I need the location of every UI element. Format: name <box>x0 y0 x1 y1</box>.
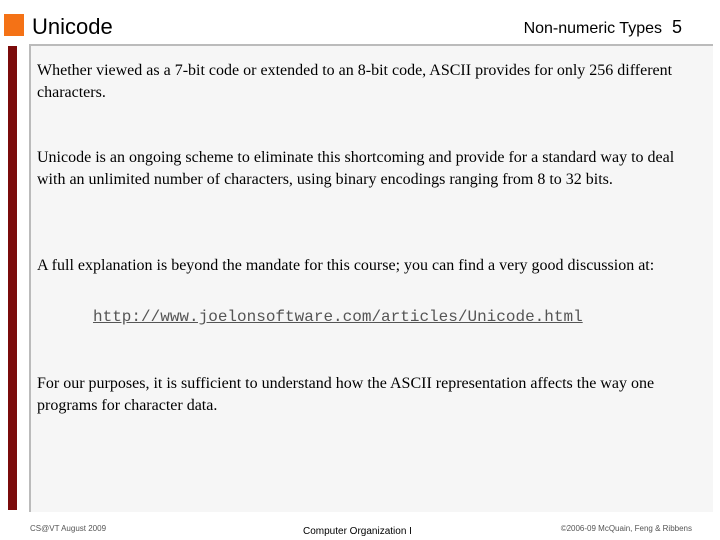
paragraph-2: Unicode is an ongoing scheme to eliminate this shortcoming and provide for a standard way to deal with an unlimited number of characters, using binary encodings ranging from 8 to 32 bits. <box>37 149 675 188</box>
unicode-article-link[interactable]: http://www.joelonsoftware.com/articles/Unicode.html <box>93 308 583 326</box>
footer-center: Computer Organization I <box>303 526 412 537</box>
section-title: Non-numeric Types <box>523 20 662 37</box>
page-number: 5 <box>672 17 683 37</box>
footer-right: ©2006-09 McQuain, Feng & Ribbens <box>560 524 692 533</box>
paragraph-4: For our purposes, it is sufficient to understand how the ASCII representation affects the way one programs for character data. <box>37 375 655 414</box>
footer-left: CS@VT August 2009 <box>30 524 107 533</box>
accent-bar <box>8 46 17 510</box>
paragraph-1: Whether viewed as a 7-bit code or extended to an 8-bit code, ASCII provides for only 256 different characters. <box>37 62 673 101</box>
content-box <box>29 44 713 512</box>
paragraph-3: A full explanation is beyond the mandate for this course; you can find a very good discussion at: <box>37 257 655 274</box>
slide-title: Unicode <box>32 14 113 39</box>
orange-square-icon <box>4 14 24 36</box>
